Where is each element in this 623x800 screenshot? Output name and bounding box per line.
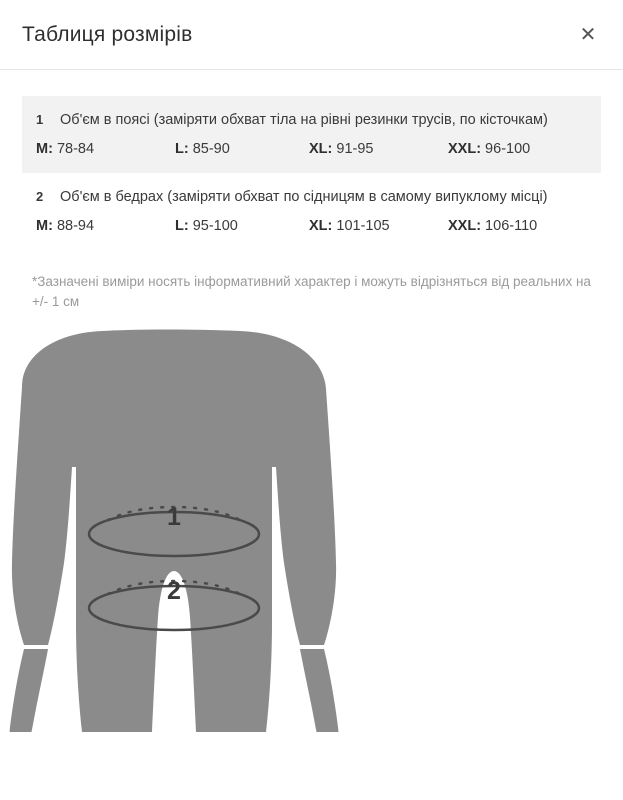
body-measurement-diagram <box>0 327 623 732</box>
size-value-l: 95-100 <box>188 218 238 235</box>
size-values-row <box>36 218 587 234</box>
size-label-xxl: XXL: <box>448 141 482 158</box>
size-cell-xxl <box>448 218 587 234</box>
size-label-xl: XL: <box>309 141 333 158</box>
measurement-row-hips <box>22 173 601 250</box>
size-label-l: L: <box>174 218 189 235</box>
hips-label: 2 <box>167 576 181 605</box>
size-value-xxl: 106-110 <box>481 218 538 235</box>
page-title: Таблиця розмірів <box>22 22 193 46</box>
size-cell-m <box>36 141 175 157</box>
size-label-m: M: <box>36 141 53 158</box>
size-value-l: 85-90 <box>188 141 230 158</box>
measurement-description: Об'єм в поясі (заміряти обхват тіла на рівні резинки трусів, по кісточкам) <box>60 112 548 128</box>
size-cell-xxl <box>448 141 587 157</box>
close-icon[interactable]: ✕ <box>575 22 601 48</box>
size-label-l: L: <box>174 141 189 158</box>
modal-header <box>0 0 623 70</box>
waist-label: 1 <box>167 502 181 531</box>
measurement-heading <box>36 110 587 131</box>
size-value-m: 78-84 <box>52 141 95 158</box>
size-label-xl: XL: <box>309 218 333 235</box>
left-arm-shape <box>9 649 48 732</box>
size-cell-xl <box>309 141 448 157</box>
disclaimer-note: *Зазначені виміри носять інформативний характер і можуть відрізняться від реальних на +/- 1 см <box>32 274 591 310</box>
size-value-m: 88-94 <box>52 218 95 235</box>
size-values-row <box>36 141 587 157</box>
measurement-row-waist <box>22 96 601 173</box>
size-cell-xl <box>309 218 448 234</box>
size-value-xl: 91-95 <box>332 141 374 158</box>
measurement-description: Об'єм в бедрах (заміряти обхват по сідницям в самому випуклому місці) <box>60 189 548 206</box>
size-cell-l <box>175 141 309 157</box>
size-cell-m <box>36 218 175 234</box>
measurement-heading <box>36 187 587 208</box>
right-arm-shape <box>300 649 339 732</box>
size-label-xxl: XXL: <box>448 218 482 235</box>
measurement-number: 1 <box>36 112 44 127</box>
body-figure-svg <box>0 327 623 732</box>
modal-body <box>0 70 623 313</box>
size-value-xl: 101-105 <box>332 218 390 235</box>
size-label-m: M: <box>36 218 53 235</box>
measurement-number: 2 <box>36 189 44 205</box>
size-cell-l <box>175 218 309 234</box>
size-value-xxl: 96-100 <box>481 141 531 158</box>
